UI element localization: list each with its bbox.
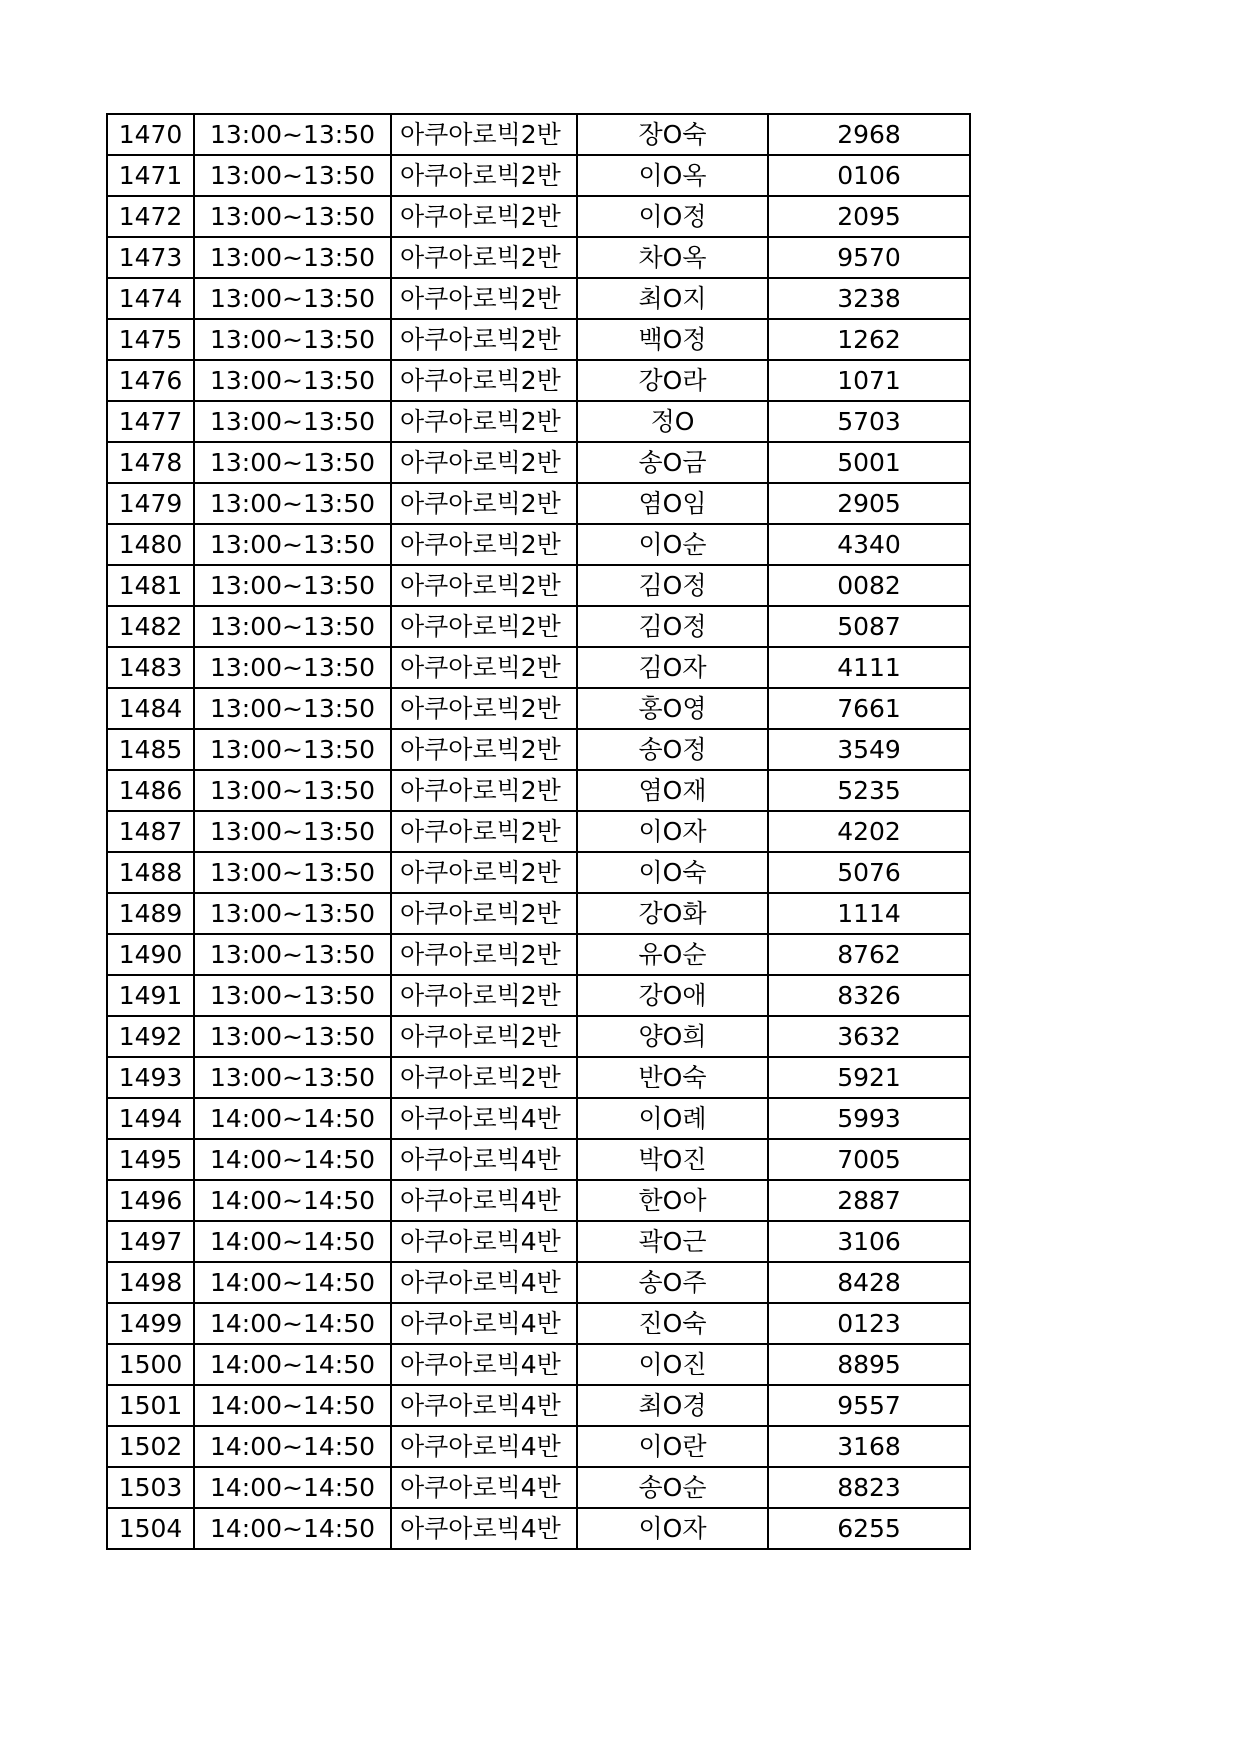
time-slot-cell: 13:00~13:50	[194, 483, 391, 524]
class-name-cell: 아쿠아로빅4반	[391, 1467, 577, 1508]
member-code-cell: 0082	[768, 565, 970, 606]
table-row	[107, 442, 970, 483]
class-name-cell: 아쿠아로빅2반	[391, 688, 577, 729]
row-number-cell: 1488	[107, 852, 194, 893]
row-number-cell: 1489	[107, 893, 194, 934]
class-name-cell: 아쿠아로빅4반	[391, 1221, 577, 1262]
row-number-cell: 1501	[107, 1385, 194, 1426]
row-number-cell: 1500	[107, 1344, 194, 1385]
table-row	[107, 606, 970, 647]
member-code-cell: 2905	[768, 483, 970, 524]
time-slot-cell: 13:00~13:50	[194, 237, 391, 278]
time-slot-cell: 13:00~13:50	[194, 524, 391, 565]
member-name-cell: 장O숙	[577, 114, 768, 155]
member-name-cell: 한O아	[577, 1180, 768, 1221]
member-name-cell: 강O화	[577, 893, 768, 934]
member-code-cell: 6255	[768, 1508, 970, 1549]
member-name-cell: 이O진	[577, 1344, 768, 1385]
member-name-cell: 이O숙	[577, 852, 768, 893]
row-number-cell: 1504	[107, 1508, 194, 1549]
row-number-cell: 1491	[107, 975, 194, 1016]
member-name-cell: 강O라	[577, 360, 768, 401]
member-name-cell: 진O숙	[577, 1303, 768, 1344]
class-name-cell: 아쿠아로빅2반	[391, 360, 577, 401]
time-slot-cell: 14:00~14:50	[194, 1467, 391, 1508]
time-slot-cell: 13:00~13:50	[194, 155, 391, 196]
member-name-cell: 정O	[577, 401, 768, 442]
time-slot-cell: 14:00~14:50	[194, 1426, 391, 1467]
row-number-cell: 1478	[107, 442, 194, 483]
time-slot-cell: 13:00~13:50	[194, 114, 391, 155]
time-slot-cell: 13:00~13:50	[194, 811, 391, 852]
class-name-cell: 아쿠아로빅2반	[391, 975, 577, 1016]
row-number-cell: 1496	[107, 1180, 194, 1221]
registration-table	[106, 113, 971, 1550]
row-number-cell: 1502	[107, 1426, 194, 1467]
time-slot-cell: 13:00~13:50	[194, 1057, 391, 1098]
member-name-cell: 차O옥	[577, 237, 768, 278]
member-code-cell: 8326	[768, 975, 970, 1016]
member-name-cell: 이O례	[577, 1098, 768, 1139]
table-row	[107, 196, 970, 237]
member-code-cell: 5703	[768, 401, 970, 442]
time-slot-cell: 13:00~13:50	[194, 770, 391, 811]
member-name-cell: 강O애	[577, 975, 768, 1016]
time-slot-cell: 13:00~13:50	[194, 688, 391, 729]
time-slot-cell: 14:00~14:50	[194, 1344, 391, 1385]
row-number-cell: 1498	[107, 1262, 194, 1303]
table-row	[107, 1262, 970, 1303]
member-code-cell: 5087	[768, 606, 970, 647]
table-row	[107, 483, 970, 524]
time-slot-cell: 13:00~13:50	[194, 852, 391, 893]
table-row	[107, 1467, 970, 1508]
time-slot-cell: 14:00~14:50	[194, 1221, 391, 1262]
table-row	[107, 1180, 970, 1221]
member-code-cell: 4111	[768, 647, 970, 688]
row-number-cell: 1497	[107, 1221, 194, 1262]
class-name-cell: 아쿠아로빅4반	[391, 1426, 577, 1467]
class-name-cell: 아쿠아로빅4반	[391, 1180, 577, 1221]
row-number-cell: 1494	[107, 1098, 194, 1139]
row-number-cell: 1493	[107, 1057, 194, 1098]
table-row	[107, 1426, 970, 1467]
member-name-cell: 양O희	[577, 1016, 768, 1057]
class-name-cell: 아쿠아로빅2반	[391, 934, 577, 975]
member-name-cell: 송O정	[577, 729, 768, 770]
row-number-cell: 1474	[107, 278, 194, 319]
member-code-cell: 1114	[768, 893, 970, 934]
member-name-cell: 이O정	[577, 196, 768, 237]
member-code-cell: 4202	[768, 811, 970, 852]
class-name-cell: 아쿠아로빅2반	[391, 524, 577, 565]
member-code-cell: 5235	[768, 770, 970, 811]
class-name-cell: 아쿠아로빅2반	[391, 811, 577, 852]
member-code-cell: 2095	[768, 196, 970, 237]
class-name-cell: 아쿠아로빅2반	[391, 565, 577, 606]
row-number-cell: 1503	[107, 1467, 194, 1508]
member-code-cell: 5921	[768, 1057, 970, 1098]
row-number-cell: 1470	[107, 114, 194, 155]
table-row	[107, 1303, 970, 1344]
member-code-cell: 0106	[768, 155, 970, 196]
time-slot-cell: 13:00~13:50	[194, 729, 391, 770]
class-name-cell: 아쿠아로빅2반	[391, 483, 577, 524]
member-name-cell: 최O지	[577, 278, 768, 319]
member-name-cell: 이O옥	[577, 155, 768, 196]
row-number-cell: 1481	[107, 565, 194, 606]
row-number-cell: 1475	[107, 319, 194, 360]
member-name-cell: 이O순	[577, 524, 768, 565]
time-slot-cell: 14:00~14:50	[194, 1098, 391, 1139]
member-name-cell: 김O정	[577, 606, 768, 647]
class-name-cell: 아쿠아로빅2반	[391, 729, 577, 770]
row-number-cell: 1471	[107, 155, 194, 196]
member-name-cell: 이O자	[577, 1508, 768, 1549]
row-number-cell: 1492	[107, 1016, 194, 1057]
time-slot-cell: 14:00~14:50	[194, 1303, 391, 1344]
member-code-cell: 3238	[768, 278, 970, 319]
time-slot-cell: 13:00~13:50	[194, 1016, 391, 1057]
time-slot-cell: 13:00~13:50	[194, 647, 391, 688]
table-row	[107, 770, 970, 811]
time-slot-cell: 14:00~14:50	[194, 1139, 391, 1180]
member-code-cell: 9570	[768, 237, 970, 278]
table-row	[107, 729, 970, 770]
row-number-cell: 1495	[107, 1139, 194, 1180]
member-code-cell: 9557	[768, 1385, 970, 1426]
table-row	[107, 565, 970, 606]
table-row	[107, 1057, 970, 1098]
row-number-cell: 1483	[107, 647, 194, 688]
table-row	[107, 401, 970, 442]
table-row	[107, 524, 970, 565]
class-name-cell: 아쿠아로빅4반	[391, 1344, 577, 1385]
time-slot-cell: 13:00~13:50	[194, 606, 391, 647]
time-slot-cell: 13:00~13:50	[194, 565, 391, 606]
table-row	[107, 1016, 970, 1057]
row-number-cell: 1482	[107, 606, 194, 647]
row-number-cell: 1473	[107, 237, 194, 278]
member-code-cell: 0123	[768, 1303, 970, 1344]
table-row	[107, 1221, 970, 1262]
class-name-cell: 아쿠아로빅2반	[391, 237, 577, 278]
class-name-cell: 아쿠아로빅2반	[391, 893, 577, 934]
member-name-cell: 반O숙	[577, 1057, 768, 1098]
table-body	[107, 114, 970, 1549]
row-number-cell: 1487	[107, 811, 194, 852]
member-name-cell: 박O진	[577, 1139, 768, 1180]
row-number-cell: 1476	[107, 360, 194, 401]
member-code-cell: 7005	[768, 1139, 970, 1180]
table-row	[107, 852, 970, 893]
time-slot-cell: 13:00~13:50	[194, 196, 391, 237]
table-row	[107, 237, 970, 278]
class-name-cell: 아쿠아로빅2반	[391, 1057, 577, 1098]
member-code-cell: 2968	[768, 114, 970, 155]
table-row	[107, 934, 970, 975]
class-name-cell: 아쿠아로빅2반	[391, 606, 577, 647]
member-name-cell: 최O경	[577, 1385, 768, 1426]
class-name-cell: 아쿠아로빅4반	[391, 1139, 577, 1180]
row-number-cell: 1490	[107, 934, 194, 975]
time-slot-cell: 14:00~14:50	[194, 1262, 391, 1303]
member-name-cell: 송O순	[577, 1467, 768, 1508]
class-name-cell: 아쿠아로빅2반	[391, 319, 577, 360]
time-slot-cell: 13:00~13:50	[194, 975, 391, 1016]
row-number-cell: 1480	[107, 524, 194, 565]
class-name-cell: 아쿠아로빅2반	[391, 155, 577, 196]
class-name-cell: 아쿠아로빅2반	[391, 647, 577, 688]
time-slot-cell: 13:00~13:50	[194, 360, 391, 401]
member-name-cell: 홍O영	[577, 688, 768, 729]
member-name-cell: 염O임	[577, 483, 768, 524]
table-row	[107, 114, 970, 155]
row-number-cell: 1499	[107, 1303, 194, 1344]
class-name-cell: 아쿠아로빅2반	[391, 442, 577, 483]
member-code-cell: 8762	[768, 934, 970, 975]
member-name-cell: 송O금	[577, 442, 768, 483]
member-code-cell: 1262	[768, 319, 970, 360]
row-number-cell: 1486	[107, 770, 194, 811]
member-name-cell: 이O자	[577, 811, 768, 852]
table-row	[107, 1344, 970, 1385]
member-name-cell: 김O정	[577, 565, 768, 606]
member-name-cell: 백O정	[577, 319, 768, 360]
time-slot-cell: 13:00~13:50	[194, 278, 391, 319]
table-row	[107, 811, 970, 852]
member-code-cell: 5993	[768, 1098, 970, 1139]
table-row	[107, 647, 970, 688]
table-row	[107, 1385, 970, 1426]
class-name-cell: 아쿠아로빅4반	[391, 1385, 577, 1426]
class-name-cell: 아쿠아로빅4반	[391, 1508, 577, 1549]
class-name-cell: 아쿠아로빅2반	[391, 770, 577, 811]
table-row	[107, 1139, 970, 1180]
member-code-cell: 8823	[768, 1467, 970, 1508]
member-code-cell: 3549	[768, 729, 970, 770]
time-slot-cell: 13:00~13:50	[194, 934, 391, 975]
member-code-cell: 7661	[768, 688, 970, 729]
class-name-cell: 아쿠아로빅2반	[391, 278, 577, 319]
member-name-cell: 김O자	[577, 647, 768, 688]
member-name-cell: 송O주	[577, 1262, 768, 1303]
table-row	[107, 278, 970, 319]
row-number-cell: 1477	[107, 401, 194, 442]
class-name-cell: 아쿠아로빅2반	[391, 401, 577, 442]
time-slot-cell: 14:00~14:50	[194, 1180, 391, 1221]
member-name-cell: 염O재	[577, 770, 768, 811]
table-row	[107, 975, 970, 1016]
row-number-cell: 1484	[107, 688, 194, 729]
member-code-cell: 3168	[768, 1426, 970, 1467]
time-slot-cell: 14:00~14:50	[194, 1385, 391, 1426]
class-name-cell: 아쿠아로빅4반	[391, 1098, 577, 1139]
class-name-cell: 아쿠아로빅2반	[391, 114, 577, 155]
class-name-cell: 아쿠아로빅4반	[391, 1303, 577, 1344]
row-number-cell: 1485	[107, 729, 194, 770]
class-name-cell: 아쿠아로빅4반	[391, 1262, 577, 1303]
class-name-cell: 아쿠아로빅2반	[391, 852, 577, 893]
member-name-cell: 유O순	[577, 934, 768, 975]
member-name-cell: 이O란	[577, 1426, 768, 1467]
row-number-cell: 1479	[107, 483, 194, 524]
time-slot-cell: 13:00~13:50	[194, 893, 391, 934]
table-row	[107, 1508, 970, 1549]
table-row	[107, 688, 970, 729]
member-code-cell: 4340	[768, 524, 970, 565]
class-name-cell: 아쿠아로빅2반	[391, 1016, 577, 1057]
row-number-cell: 1472	[107, 196, 194, 237]
member-code-cell: 8895	[768, 1344, 970, 1385]
time-slot-cell: 13:00~13:50	[194, 401, 391, 442]
table-row	[107, 360, 970, 401]
member-code-cell: 3106	[768, 1221, 970, 1262]
table-row	[107, 1098, 970, 1139]
table-row	[107, 319, 970, 360]
member-code-cell: 1071	[768, 360, 970, 401]
member-name-cell: 곽O근	[577, 1221, 768, 1262]
member-code-cell: 5001	[768, 442, 970, 483]
member-code-cell: 5076	[768, 852, 970, 893]
time-slot-cell: 13:00~13:50	[194, 442, 391, 483]
time-slot-cell: 13:00~13:50	[194, 319, 391, 360]
class-name-cell: 아쿠아로빅2반	[391, 196, 577, 237]
member-code-cell: 3632	[768, 1016, 970, 1057]
table-row	[107, 893, 970, 934]
member-code-cell: 2887	[768, 1180, 970, 1221]
table-row	[107, 155, 970, 196]
time-slot-cell: 14:00~14:50	[194, 1508, 391, 1549]
member-code-cell: 8428	[768, 1262, 970, 1303]
